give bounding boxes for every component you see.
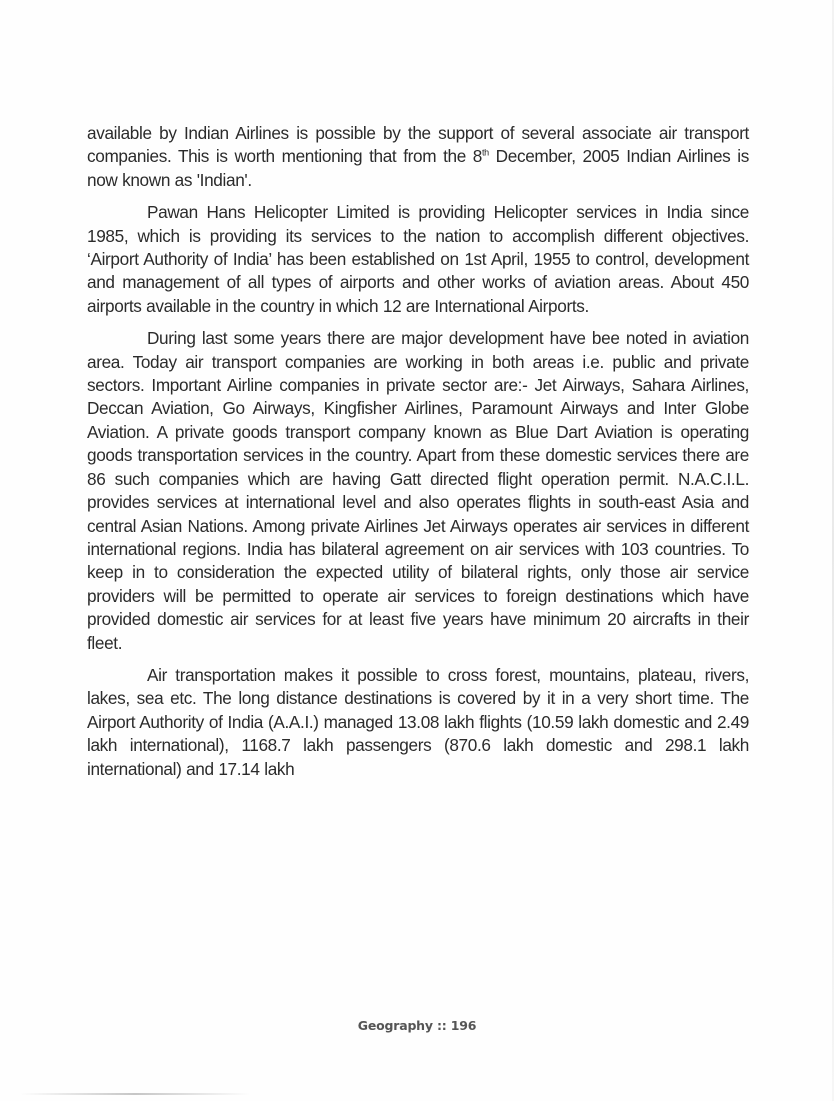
paragraph-pawan-hans: Pawan Hans Helicopter Limited is providing Helicopter services in India since 1985, which is providing its services to the nation to accomplish different objectives. ‘Airport Authority of India’ has been established on 1st April, 1955 to control, development and management of all types of airports and other works of aviation areas. About 450 airports available in the country in which 12 are International Airports.: [87, 202, 749, 316]
paragraph-indian-airlines: [87, 122, 749, 192]
body-text: [87, 122, 749, 790]
ordinal-superscript: th: [482, 147, 489, 158]
paragraph-aviation-development: During last some years there are major development have bee noted in aviation area. Today air transport companies are working in both areas i.e. public and private sectors. Important Airline companies in private sector are:- Jet Airways, Sahara Airlines, Deccan Aviation, Go Airways, Kingfisher Airlines, Paramount Airways and Inter Globe Aviation. A private goods transport company known as Blue Dart Aviation is operating goods transportation services in the country. Apart from these domestic services there are 86 such companies which are having Gatt directed flight operation permit. N.A.C.I.L. provides services at international level and also operates flights in south-east Asia and central Asian Nations. Among private Airlines Jet Airways operates air services in different international regions. India has bilateral agreement on air services with 103 countries. To keep in to consideration the expected utility of bilateral rights, only those air service providers will be permitted to operate air services to foreign destinations which have provided domestic air services for at least five years have minimum 20 aircrafts in their fleet.: [87, 328, 749, 653]
page-footer: Geography :: 196: [357, 1018, 477, 1033]
scan-smudge: [20, 1093, 250, 1095]
paragraph-text-part2: December, 2005 Indian Airlines is now known as 'Indian'.: [87, 146, 750, 190]
paragraph-text-part1: available by Indian Airlines is possible by the support of several associate air transport companies. This is worth mentioning that from the 8: [87, 123, 749, 167]
paragraph-air-transportation: Air transportation makes it possible to cross forest, mountains, plateau, rivers, lakes, sea etc. The long distance destinations is covered by it in a very short time. The Airport Authority of India (A.A.I.) managed 13.08 lakh flights (10.59 lakh domestic and 2.49 lakh international), 1168.7 lakh passengers (870.6 lakh domestic and 298.1 lakh international) and 17.14 lakh: [87, 664, 749, 779]
